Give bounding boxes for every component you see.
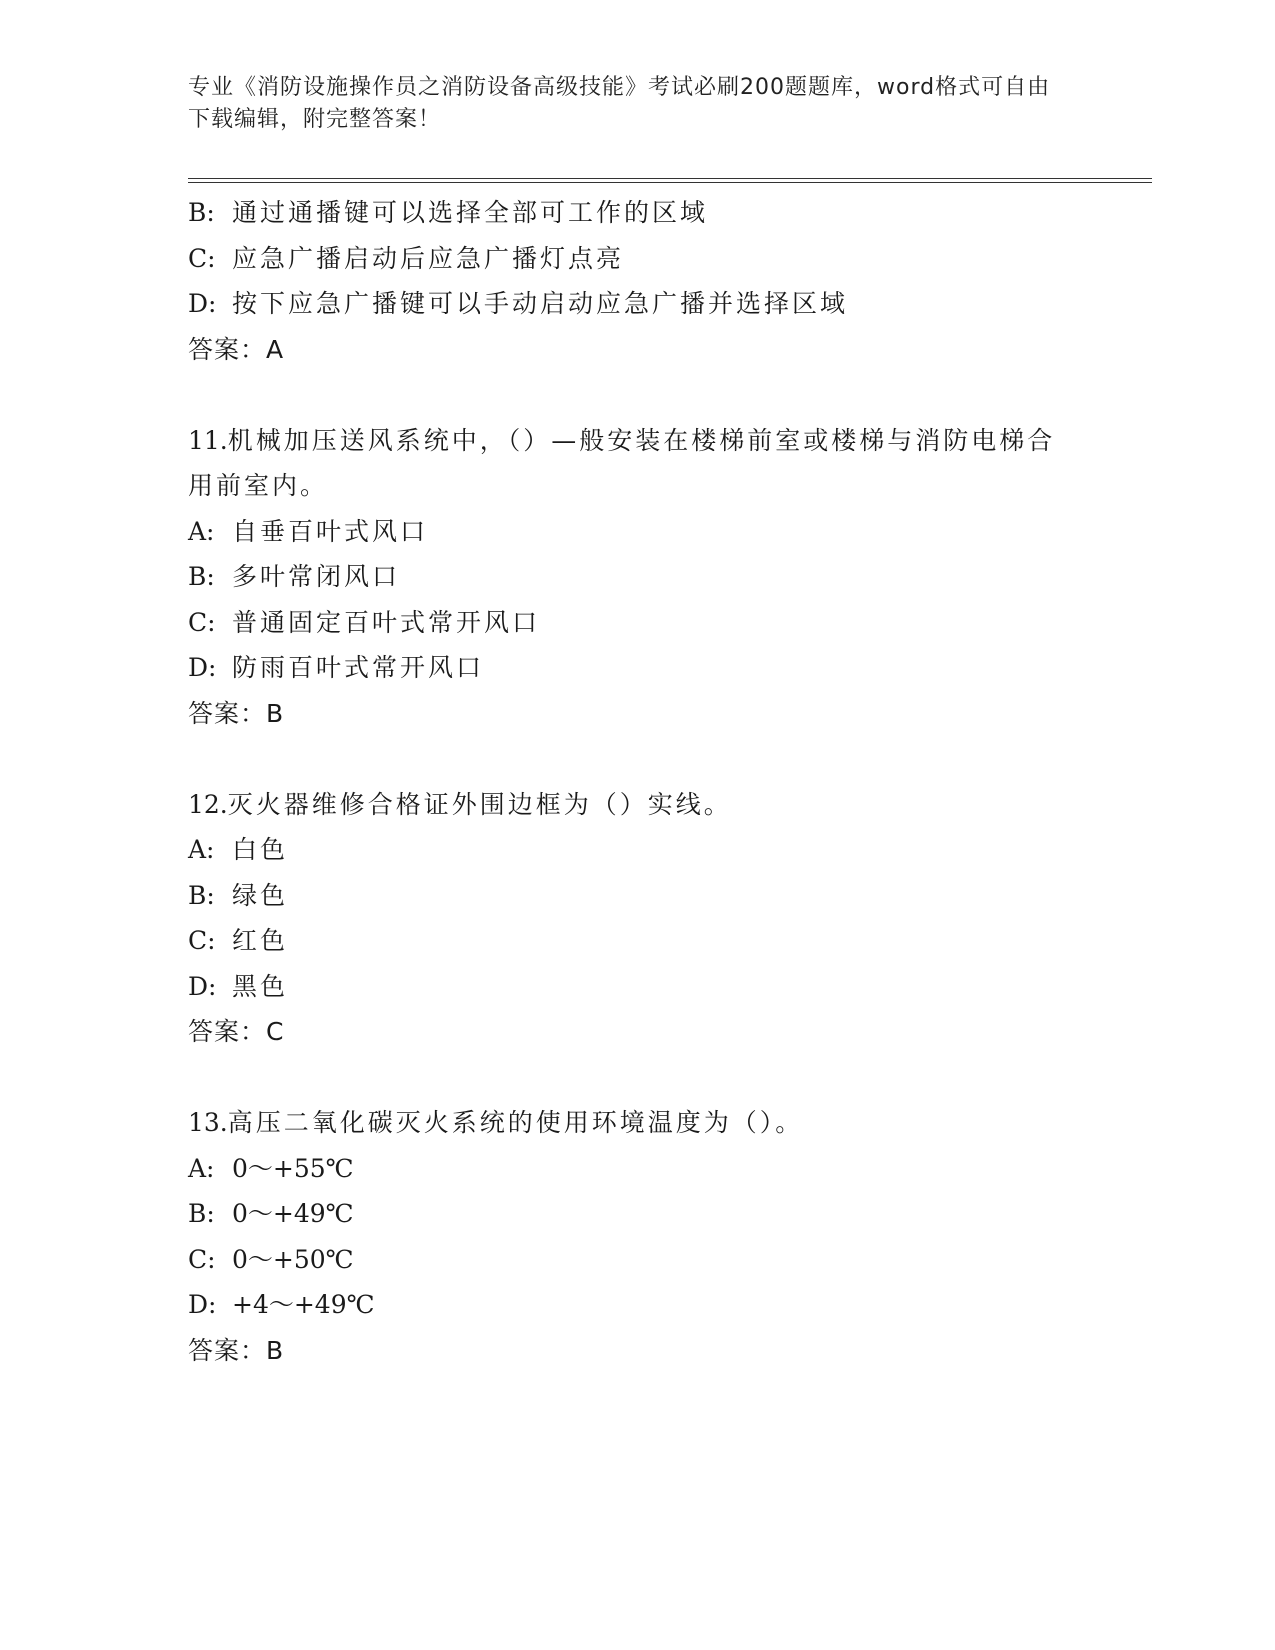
option-label: A: bbox=[188, 835, 215, 864]
question-spacer bbox=[188, 736, 1088, 782]
option-label: D: bbox=[188, 971, 217, 1001]
option-label: B: bbox=[188, 1199, 215, 1228]
question-text: 机械加压送风系统中，（）—般安装在楼梯前室或楼梯与消防电梯合用前室内。 bbox=[188, 425, 1056, 500]
option-b bbox=[188, 190, 1088, 236]
option-text: 防雨百叶式常开风口 bbox=[232, 653, 485, 682]
option-text: 通过通播键可以选择全部可工作的区域 bbox=[232, 198, 709, 227]
option-c bbox=[188, 600, 1088, 646]
question-10-continuation bbox=[188, 190, 1088, 372]
question-spacer bbox=[188, 372, 1088, 418]
question-number: 12. bbox=[188, 789, 228, 819]
option-c bbox=[188, 1237, 1088, 1283]
header-divider bbox=[188, 178, 1152, 183]
option-d bbox=[188, 1282, 1088, 1328]
option-text: 按下应急广播键可以手动启动应急广播并选择区域 bbox=[232, 289, 849, 318]
option-text: 绿色 bbox=[232, 880, 289, 910]
question-text: 高压二氧化碳灭火系统的使用环境温度为（）。 bbox=[227, 1108, 804, 1137]
option-label: D: bbox=[188, 1290, 217, 1319]
question-stem bbox=[188, 782, 1068, 828]
option-label: D: bbox=[188, 289, 217, 318]
option-b bbox=[188, 873, 1088, 919]
question-spacer bbox=[188, 1055, 1088, 1101]
answer-line: 答案：B bbox=[188, 1335, 285, 1365]
option-text: 红色 bbox=[232, 926, 289, 955]
option-text: 0～+49℃ bbox=[232, 1199, 354, 1228]
option-label: D: bbox=[188, 653, 217, 682]
option-d bbox=[188, 645, 1088, 691]
option-c bbox=[188, 236, 1088, 282]
option-label: C: bbox=[188, 243, 216, 273]
option-label: B: bbox=[188, 198, 215, 227]
question-13 bbox=[188, 1100, 1088, 1373]
document-body bbox=[188, 190, 1088, 1373]
page-header: 专业《消防设施操作员之消防设备高级技能》考试必刷200题题库，word格式可自由下载编辑，附完整答案！ bbox=[188, 75, 1051, 132]
option-b bbox=[188, 554, 1088, 600]
option-a bbox=[188, 827, 1088, 873]
question-12 bbox=[188, 782, 1088, 1055]
option-text: 0～+55℃ bbox=[232, 1153, 354, 1183]
option-text: 普通固定百叶式常开风口 bbox=[232, 607, 541, 637]
question-text: 灭火器维修合格证外围边框为（）实线。 bbox=[227, 789, 732, 819]
option-label: A: bbox=[188, 1153, 215, 1183]
question-11 bbox=[188, 418, 1088, 737]
question-number: 13. bbox=[188, 1108, 228, 1137]
option-b bbox=[188, 1191, 1088, 1237]
option-text: 0～+50℃ bbox=[232, 1244, 354, 1274]
option-text: 黑色 bbox=[232, 971, 289, 1001]
option-c bbox=[188, 918, 1088, 964]
answer-line: 答案：C bbox=[188, 1017, 285, 1046]
option-label: A: bbox=[188, 516, 215, 546]
option-text: +4～+49℃ bbox=[232, 1290, 375, 1319]
option-a bbox=[188, 1146, 1088, 1192]
answer-line: 答案：B bbox=[188, 698, 285, 728]
option-d bbox=[188, 964, 1088, 1010]
option-text: 应急广播启动后应急广播灯点亮 bbox=[232, 243, 625, 273]
option-a bbox=[188, 509, 1088, 555]
option-text: 自垂百叶式风口 bbox=[232, 516, 429, 546]
option-label: B: bbox=[188, 562, 215, 591]
question-stem bbox=[188, 418, 1068, 509]
option-label: C: bbox=[188, 607, 216, 637]
option-d bbox=[188, 281, 1088, 327]
option-text: 白色 bbox=[232, 835, 289, 864]
answer-line: 答案：A bbox=[188, 334, 285, 364]
question-stem bbox=[188, 1100, 1068, 1146]
option-label: B: bbox=[188, 880, 215, 910]
option-text: 多叶常闭风口 bbox=[232, 562, 401, 591]
question-number: 11. bbox=[188, 425, 228, 455]
option-label: C: bbox=[188, 1244, 216, 1274]
option-label: C: bbox=[188, 926, 216, 955]
